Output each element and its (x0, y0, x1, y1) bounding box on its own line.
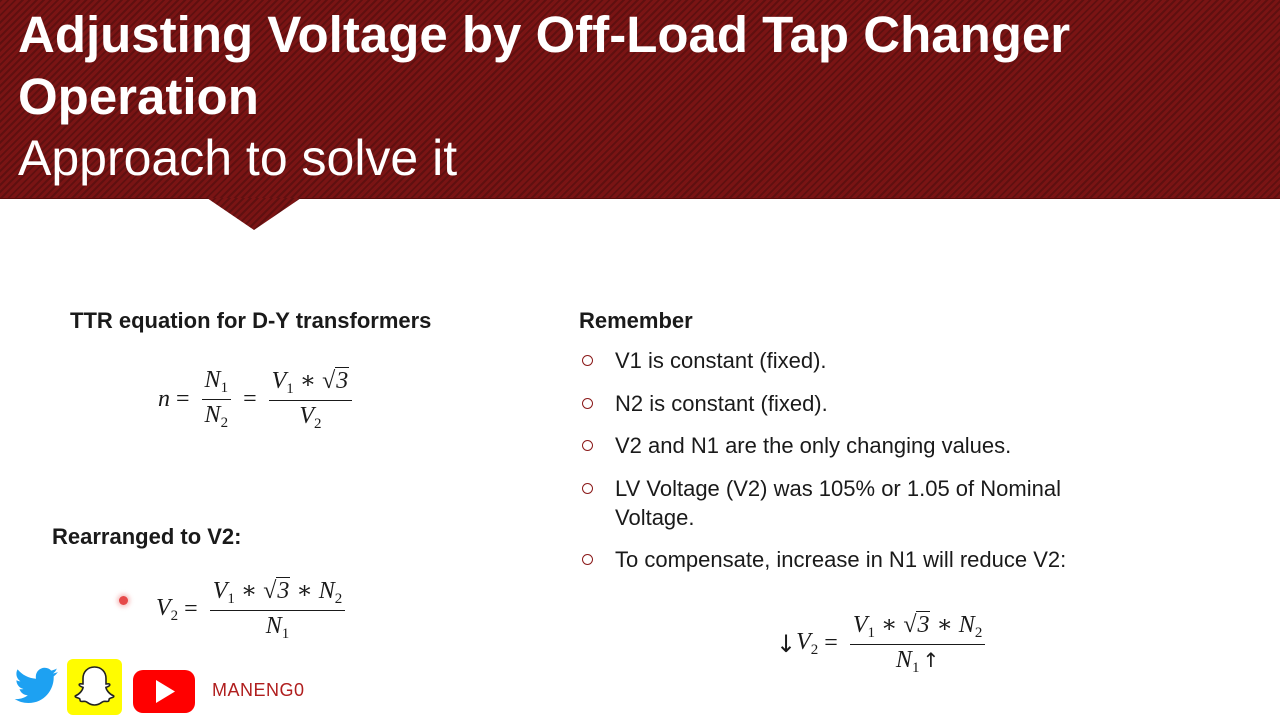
eq3-equals: = (824, 630, 838, 656)
sqrt-symbol: √3 (322, 368, 349, 394)
circle-bullet-icon (582, 554, 593, 565)
header-pointer (207, 198, 301, 230)
v2-equation (156, 576, 351, 643)
social-handle[interactable]: MANENG0 (212, 680, 305, 700)
eq3-fraction (850, 610, 985, 677)
eq1-fraction-voltage-denominator: $V_2$ (299, 403, 322, 432)
rearranged-heading: Rearranged to V2: (52, 524, 242, 549)
circle-bullet-icon (582, 440, 593, 451)
slide-title (18, 4, 1070, 128)
eq2-fraction (210, 576, 345, 643)
social-icons (8, 658, 198, 716)
down-arrow-icon: ↓ (776, 629, 797, 658)
eq2-numerator: $V_1$ ∗ √3 ∗ $N_2$ (210, 576, 345, 611)
ttr-equation-heading: TTR equation for D-Y transformers (70, 308, 432, 333)
eq3-denominator: $N_1$ ↑ (895, 647, 940, 676)
ttr-equation (158, 366, 358, 433)
twitter-icon[interactable] (15, 668, 59, 703)
eq1-fraction-turns-numerator: $N_1$ (202, 367, 232, 400)
eq3-lhs: $V_2$ (796, 628, 819, 658)
eq1-fraction-voltage (269, 366, 353, 433)
eq1-equals-2: = (243, 386, 257, 412)
circle-bullet-icon (582, 398, 593, 409)
eq3-numerator: $V_1$ ∗ √3 ∗ $N_2$ (850, 610, 985, 645)
laser-pointer-dot (119, 596, 128, 605)
slide-title-line-1: Adjusting Voltage by Off-Load Tap Changer (18, 6, 1071, 63)
list-item: To compensate, increase in N1 will reduce V2: (578, 545, 1178, 574)
eq2-denominator: $N_1$ (265, 613, 290, 642)
list-item: V1 is constant (fixed). (578, 346, 1178, 375)
v2-reduction-equation (776, 610, 991, 677)
eq1-lhs: n (158, 386, 170, 412)
eq1-fraction-voltage-numerator: $V_1$ ∗ √3 (269, 366, 353, 401)
list-item: LV Voltage (V2) was 105% or 1.05 of Nominal Voltage. (578, 474, 1135, 532)
slide-subtitle: Approach to solve it (18, 130, 458, 186)
youtube-icon[interactable] (133, 670, 195, 713)
eq2-equals: = (184, 596, 198, 622)
snapchat-icon[interactable] (67, 659, 122, 715)
remember-list (578, 346, 1178, 588)
circle-bullet-icon (582, 483, 593, 494)
eq1-fraction-turns (202, 367, 232, 432)
header-band (0, 0, 1280, 199)
eq1-equals: = (176, 386, 190, 412)
eq2-lhs: $V_2$ (156, 594, 179, 624)
up-arrow-icon: ↑ (922, 648, 940, 672)
eq1-fraction-turns-denominator: $N_2$ (204, 402, 229, 431)
sqrt-symbol: √3 (263, 578, 290, 604)
slide-title-line-2: Operation (18, 68, 259, 125)
list-item: N2 is constant (fixed). (578, 389, 1178, 418)
list-item: V2 and N1 are the only changing values. (578, 431, 1178, 460)
sqrt-symbol: √3 (903, 612, 930, 638)
circle-bullet-icon (582, 355, 593, 366)
remember-heading: Remember (579, 308, 693, 333)
